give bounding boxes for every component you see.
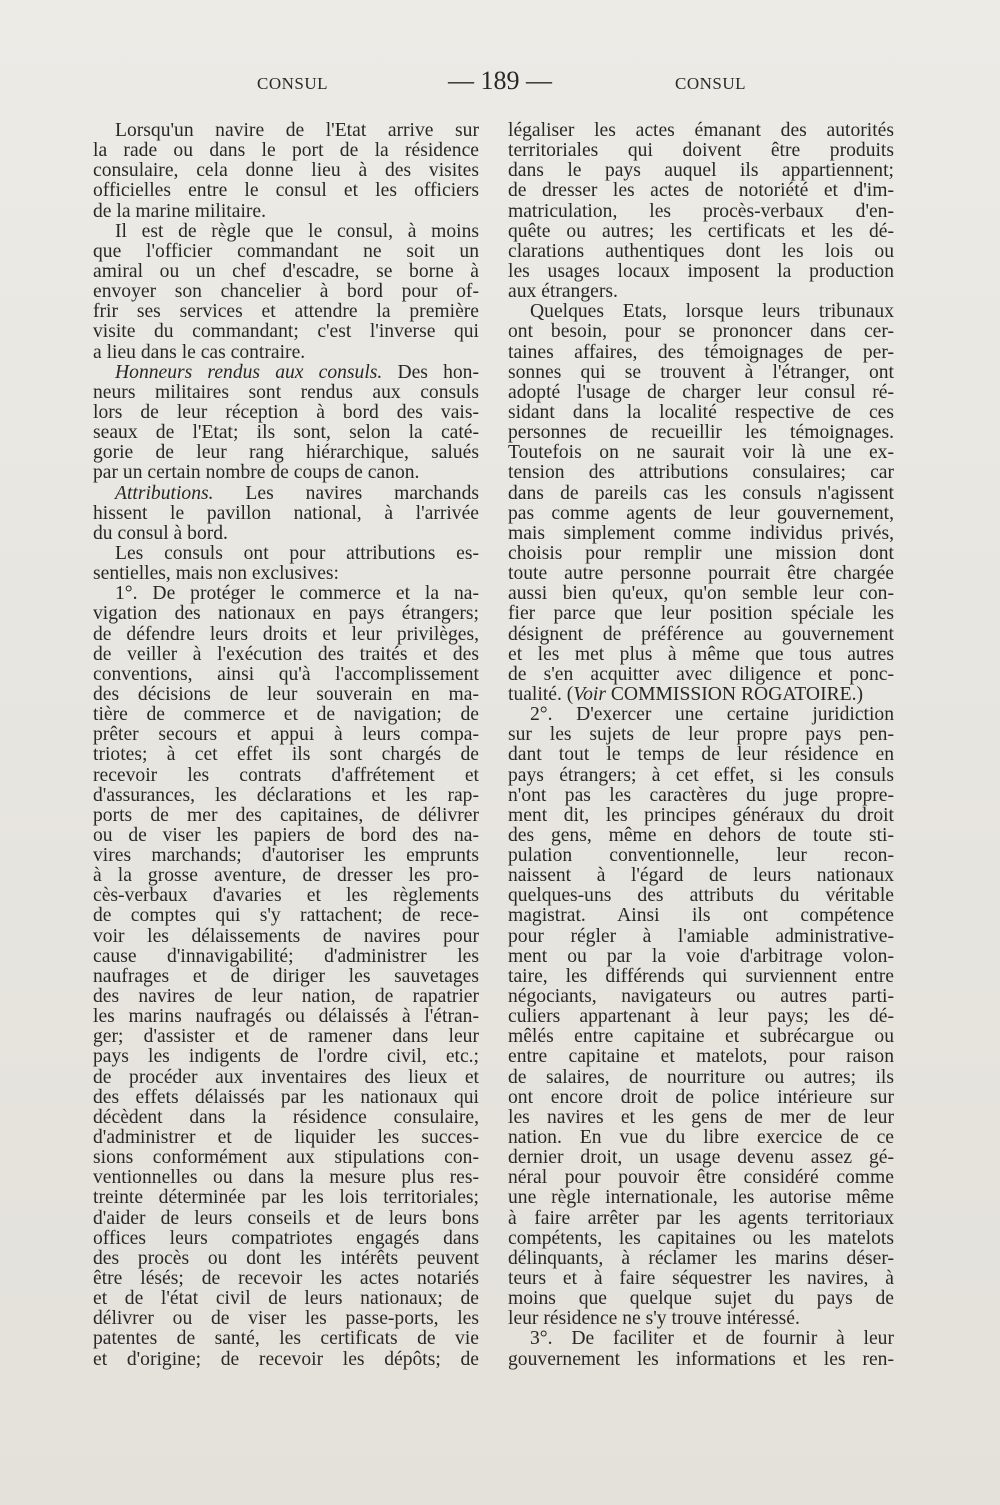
text-line: d'assurances, les déclarations et les rap- <box>93 784 479 806</box>
text-line: de veiller à l'exécution des traités et des <box>93 643 479 665</box>
text-line: de s'en acquitter avec diligence et ponc- <box>508 663 894 685</box>
text-line: la rade ou dans le port de la résidence <box>93 140 479 162</box>
text-line: de comptes qui s'y rattachent; de rece- <box>93 905 479 927</box>
text-line: Quelques Etats, lorsque leurs tribunaux <box>530 301 894 323</box>
text-line: n'ont pas les caractères du juge propre- <box>508 784 894 806</box>
text-line: seaux de l'Etat; ils sont, selon la caté- <box>93 422 479 444</box>
text-line: les navires et les gens de mer de leur <box>508 1106 894 1128</box>
text-line: des effets délaissés par les nationaux qui <box>93 1086 479 1108</box>
text-line: ports de mer des capitaines, de délivrer <box>93 804 479 826</box>
text-line: de défendre leurs droits et leur privilèges, <box>93 623 479 645</box>
text-line: ventionnelles ou dans la mesure plus res- <box>93 1167 479 1189</box>
running-head-right: CONSUL <box>675 74 747 93</box>
text-line: pour régler à l'amiable administrative- <box>508 925 894 947</box>
text-line: de dresser les actes de notoriété et d'im- <box>508 180 894 202</box>
text-line: dans de pareils cas les consuls n'agissent <box>508 482 894 504</box>
text-line: Les consuls ont pour attributions es- <box>115 542 479 564</box>
text-line: consulaire, cela donne lieu à des visites <box>93 160 479 182</box>
text-line: 2°. D'exercer une certaine juridiction <box>530 704 894 726</box>
text-line: tension des attributions consulaires; car <box>508 462 894 484</box>
text-line: sions conformément aux stipulations con- <box>93 1147 479 1169</box>
text-line: recevoir les contrats d'affrétement et <box>93 764 479 786</box>
text-line: délivrer ou de viser les passe-ports, les <box>93 1308 479 1330</box>
text-line: les marins naufragés ou délaissés à l'étran- <box>93 1006 479 1028</box>
text-line: quelques-uns des attributs du véritable <box>508 885 894 907</box>
text-line: treinte déterminée par les lois territoriales; <box>93 1187 479 1209</box>
text-line: frir ses services et attendre la première <box>93 301 479 323</box>
page-number: — 189 — <box>448 66 552 95</box>
text-line: gorie de leur rang hiérarchique, salués <box>93 442 479 464</box>
text-line: naissent à l'égard de leurs nationaux <box>508 865 894 887</box>
text-line: vires marchands; d'autoriser les emprunts <box>93 845 479 867</box>
text-line: voir les délaissements de navires pour <box>93 925 479 947</box>
text-line: de procéder aux inventaires des lieux et <box>93 1066 479 1088</box>
text-line: ment ou par la voie d'arbitrage volon- <box>508 945 894 967</box>
text-line: ger; d'assister et de ramener dans leur <box>93 1026 479 1048</box>
text-line: cès-verbaux d'avaries et les règlements <box>93 885 479 907</box>
text-line: offices leurs compatriotes engagés dans <box>93 1227 479 1249</box>
text-line: dans le pays auquel ils appartiennent; <box>508 160 894 182</box>
text-line: amiral ou un chef d'escadre, se borne à <box>93 260 479 282</box>
text-line: des navires de leur nation, de rapatrier <box>93 986 479 1008</box>
text-line: et les met plus à même que tous autres <box>508 643 894 665</box>
text-line: néral pour pouvoir être considéré comme <box>508 1167 894 1189</box>
text-line: des décisions de leur souverain en ma- <box>93 683 479 705</box>
text-line: adopté l'usage de charger leur consul ré- <box>508 381 894 403</box>
text-line: choisis pour remplir une mission dont <box>508 542 894 564</box>
text-line: dernier droit, un usage devenu assez gé- <box>508 1147 894 1169</box>
text-line: ont besoin, pour se prononcer dans cer- <box>508 321 894 343</box>
text-line: taines affaires, des témoignages de per- <box>508 341 894 363</box>
text-line: aussi bien qu'eux, qu'on semble leur con- <box>508 583 894 605</box>
text-line: officielles entre le consul et les officiers <box>93 180 479 202</box>
text-line: sidant dans la localité respective de ces <box>508 401 894 423</box>
text-line: compétents, les capitaines ou les matelots <box>508 1227 894 1249</box>
text-line: de la marine militaire. <box>93 200 267 222</box>
text-line: conventions, ainsi qu'à l'accomplissement <box>93 663 479 685</box>
text-line: d'aider de leurs conseils et de leurs bons <box>93 1207 479 1229</box>
text-line: fier parce que leur position spéciale les <box>508 603 894 625</box>
page-header <box>92 66 908 102</box>
text-line: visite du commandant; c'est l'inverse qui <box>93 321 479 343</box>
text-line: légaliser les actes émanant des autorités <box>508 120 894 141</box>
running-head-left: CONSUL <box>257 74 329 93</box>
text-line: Attributions. Les navires marchands <box>115 482 479 504</box>
text-line: prêter secours et appui à leurs compa- <box>93 724 479 746</box>
text-line: de salaires, de nourriture ou autres; ils <box>508 1066 894 1088</box>
text-line: Lorsqu'un navire de l'Etat arrive sur <box>115 120 479 141</box>
text-line: 1°. De protéger le commerce et la na- <box>115 583 479 605</box>
text-line: teurs et à faire séquestrer les navires, à <box>508 1268 894 1290</box>
text-line: pulation conventionnelle, leur recon- <box>508 845 894 867</box>
text-line: a lieu dans le cas contraire. <box>93 341 306 363</box>
text-line: entre capitaine et matelots, pour raison <box>508 1046 894 1068</box>
right-text-column <box>508 121 894 1370</box>
text-line: d'administrer et de liquider les succes- <box>93 1127 479 1149</box>
text-line: taire, les différends qui surviennent entre <box>508 965 894 987</box>
text-line: et d'origine; de recevoir les dépôts; de <box>93 1348 479 1370</box>
text-line: sentielles, mais non exclusives: <box>93 563 339 585</box>
text-line: Il est de règle que le consul, à moins <box>115 220 479 242</box>
text-line: dant tout le temps de leur résidence en <box>508 744 894 766</box>
text-line: nation. En vue du libre exercice de ce <box>508 1127 894 1149</box>
text-line: leur résidence ne s'y trouve intéressé. <box>508 1308 800 1330</box>
text-line: naufrages et de diriger les sauvetages <box>93 965 479 987</box>
text-line: patentes de santé, les certificats de vie <box>93 1328 479 1350</box>
text-line: hissent le pavillon national, à l'arrivée <box>93 502 479 524</box>
text-line: tière de commerce et de navigation; de <box>93 704 479 726</box>
text-line: matriculation, les procès-verbaux d'en- <box>508 200 894 222</box>
text-line: personnes de recueillir les témoignages. <box>508 422 894 444</box>
text-line: neurs militaires sont rendus aux consuls <box>93 381 479 403</box>
text-line: quête ou autres; les certificats et les dé- <box>508 220 894 242</box>
text-line: moins que quelque sujet du pays de <box>508 1288 894 1310</box>
text-line: du consul à bord. <box>93 522 228 544</box>
text-line: magistrat. Ainsi ils ont compétence <box>508 905 894 927</box>
text-line: délinquants, à réclamer les marins déser- <box>508 1247 894 1269</box>
text-line: désignent de préférence au gouvernement <box>508 623 894 645</box>
text-line: gouvernement les informations et les ren- <box>508 1348 894 1370</box>
text-line: pays les indigents de l'ordre civil, etc.; <box>93 1046 479 1068</box>
text-line: des gens, même en dehors de toute sti- <box>508 824 894 846</box>
text-line: Honneurs rendus aux consuls. Des hon- <box>115 361 479 383</box>
text-line: à faire arrêter par les agents territoriaux <box>508 1207 894 1229</box>
text-line: être lésés; de recevoir les actes notariés <box>93 1268 479 1290</box>
text-line: 3°. De faciliter et de fournir à leur <box>530 1328 894 1350</box>
text-line: envoyer son chancelier à bord pour of- <box>93 281 479 303</box>
text-line: une règle internationale, les autorise même <box>508 1187 894 1209</box>
text-line: pas comme agents de leur gouvernement, <box>508 502 894 524</box>
text-line: décèdent dans la résidence consulaire, <box>93 1106 479 1128</box>
text-line: mêlés entre capitaine et subrécargue ou <box>508 1026 894 1048</box>
text-line: triotes; à cet effet ils sont chargés de <box>93 744 479 766</box>
text-line: sonnes qui se trouvent à l'étranger, ont <box>508 361 894 383</box>
text-line: territoriales qui doivent être produits <box>508 140 894 162</box>
text-line: que l'officier commandant ne soit un <box>93 240 479 262</box>
text-line: ont encore droit de police intérieure sur <box>508 1086 894 1108</box>
text-line: des procès ou dont les intérêts peuvent <box>93 1247 479 1269</box>
text-line: aux étrangers. <box>508 281 618 303</box>
text-line: les usages locaux imposent la production <box>508 260 894 282</box>
text-line: clarations authentiques dont les lois ou <box>508 240 894 262</box>
left-text-column <box>93 121 479 1370</box>
text-line: par un certain nombre de coups de canon. <box>93 462 420 484</box>
text-line: à la grosse aventure, de dresser les pro- <box>93 865 479 887</box>
text-line: ment dit, les principes généraux du droit <box>508 804 894 826</box>
text-line: vigation des nationaux en pays étrangers; <box>93 603 479 625</box>
text-line: sur les sujets de leur propre pays pen- <box>508 724 894 746</box>
text-line: négociants, navigateurs ou autres parti- <box>508 986 894 1008</box>
text-line: Toutefois on ne saurait voir là une ex- <box>508 442 894 464</box>
text-line: lors de leur réception à bord des vais- <box>93 401 479 423</box>
text-line: ou de viser les papiers de bord des na- <box>93 824 479 846</box>
text-line: et de l'état civil de leurs nationaux; de <box>93 1288 479 1310</box>
text-line: toute autre personne pourrait être chargée <box>508 563 894 585</box>
text-line: mais simplement comme individus privés, <box>508 522 894 544</box>
text-line: pays étrangers; à cet effet, si les consuls <box>508 764 894 786</box>
text-line: cause d'innavigabilité; d'administrer les <box>93 945 479 967</box>
text-line: culiers appartenant à leur pays; les dé- <box>508 1006 894 1028</box>
text-line: tualité. (Voir COMMISSION ROGATOIRE.) <box>508 683 864 705</box>
